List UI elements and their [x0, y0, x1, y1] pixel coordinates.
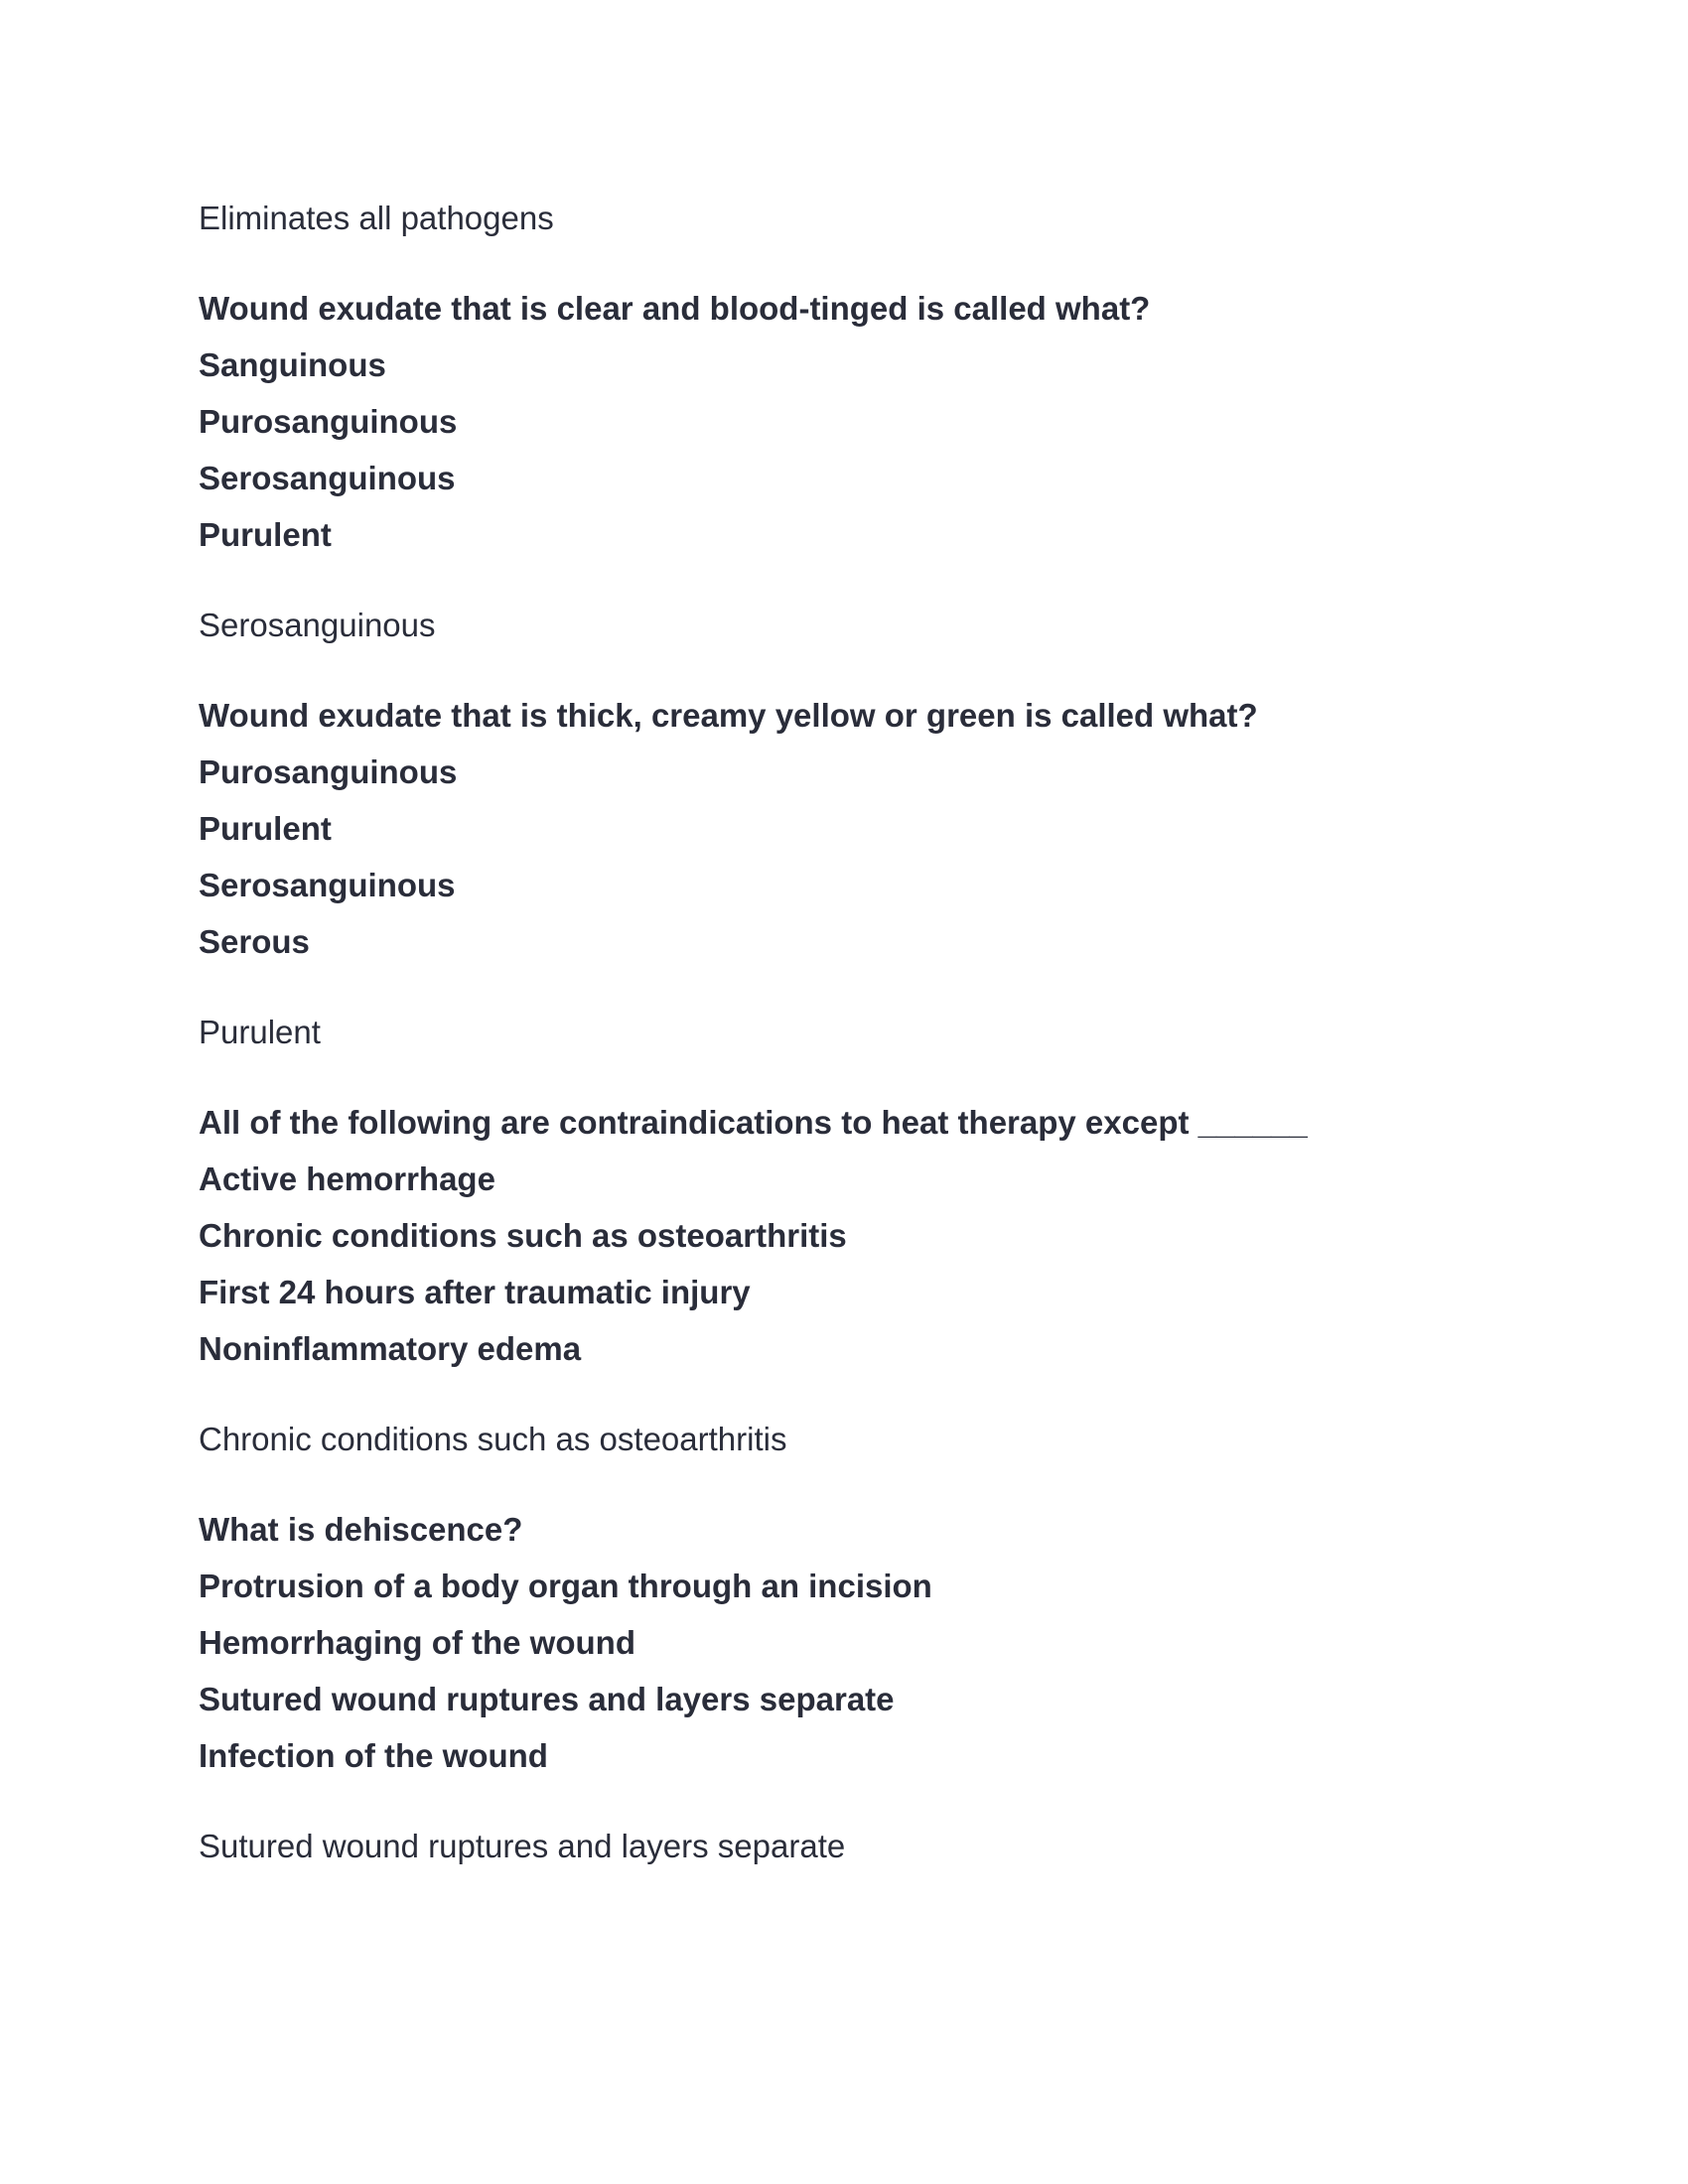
- question-block-2: [199, 692, 1489, 1056]
- question-text: What is dehiscence?: [199, 1511, 523, 1548]
- option-c: First 24 hours after traumatic injury: [199, 1274, 751, 1310]
- question-options-2: [199, 692, 1489, 966]
- option-d: Purulent: [199, 516, 332, 553]
- option-b: Hemorrhaging of the wound: [199, 1624, 635, 1661]
- document-page: [199, 195, 1489, 1870]
- answer-text: Sutured wound ruptures and layers separate: [199, 1828, 846, 1864]
- question-block-3: [199, 1099, 1489, 1463]
- question-options-1: [199, 285, 1489, 559]
- answer-text: Purulent: [199, 1014, 321, 1050]
- question-text: Wound exudate that is clear and blood-tinged is called what?: [199, 290, 1151, 327]
- option-b: Purulent: [199, 810, 332, 847]
- intro-answer: Eliminates all pathogens: [199, 200, 554, 236]
- question-block-1: [199, 285, 1489, 649]
- option-a: Purosanguinous: [199, 753, 458, 790]
- question-text: All of the following are contraindications to heat therapy except ______: [199, 1104, 1308, 1141]
- option-d: Serous: [199, 923, 310, 960]
- option-c: Sutured wound ruptures and layers separate: [199, 1681, 895, 1717]
- option-b: Purosanguinous: [199, 403, 458, 440]
- question-options-4: [199, 1506, 1489, 1780]
- question-text: Wound exudate that is thick, creamy yellow or green is called what?: [199, 697, 1258, 734]
- option-c: Serosanguinous: [199, 460, 456, 496]
- option-c: Serosanguinous: [199, 867, 456, 903]
- option-a: Protrusion of a body organ through an incision: [199, 1568, 932, 1604]
- question-block-4: [199, 1506, 1489, 1870]
- option-d: Noninflammatory edema: [199, 1330, 582, 1367]
- answer-text: Chronic conditions such as osteoarthritis: [199, 1421, 787, 1457]
- question-options-3: [199, 1099, 1489, 1373]
- option-a: Sanguinous: [199, 346, 386, 383]
- option-a: Active hemorrhage: [199, 1160, 495, 1197]
- answer-text: Serosanguinous: [199, 607, 436, 643]
- option-d: Infection of the wound: [199, 1737, 548, 1774]
- option-b: Chronic conditions such as osteoarthritis: [199, 1217, 847, 1254]
